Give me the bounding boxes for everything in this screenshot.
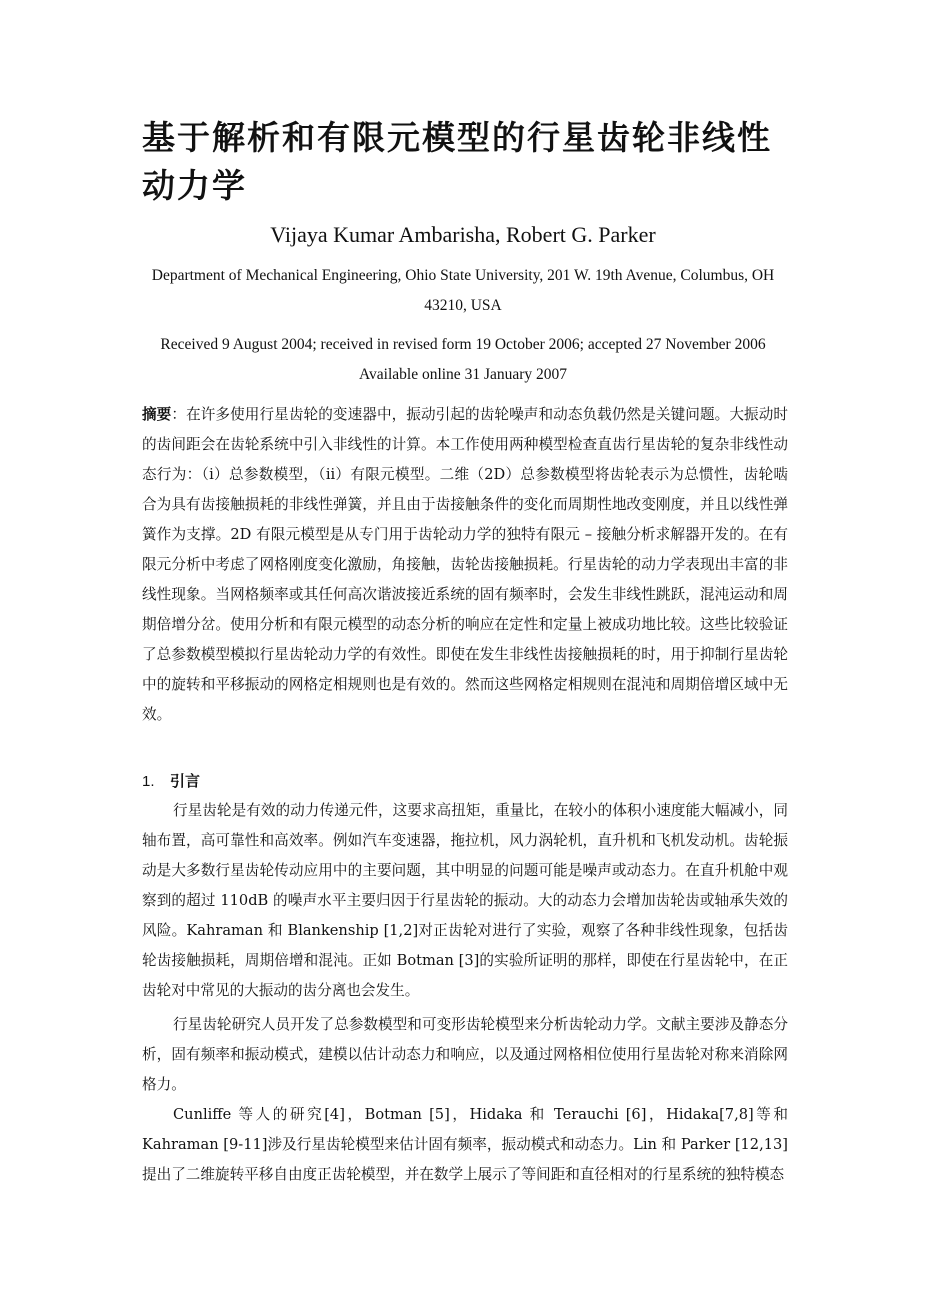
intro-paragraph-2: 行星齿轮研究人员开发了总参数模型和可变形齿轮模型来分析齿轮动力学。文献主要涉及静态分析，固有频率和振动模式，建模以估计动态力和响应，以及通过网格相位使用行星齿轮对称来消除网格力。 bbox=[142, 1016, 788, 1093]
abstract-separator: ： bbox=[171, 406, 187, 423]
abstract-text: 在许多使用行星齿轮的变速器中，振动引起的齿轮噪声和动态负载仍然是关键问题。大振动时的齿间距会在齿轮系统中引入非线性的计算。本工作使用两种模型检查直齿行星齿轮的复杂非线性动态行为：（i）总参数模型，（ii）有限元模型。二维（2D）总参数模型将齿轮表示为总惯性，齿轮啮合为具有齿接触损耗的非线性弹簧，并且由于齿接触条件的变化而周期性地改变刚度，并且以线性弹簧作为支撑。2D 有限元模型是从专门用于齿轮动力学的独特有限元 – 接触分析求解器开发的。在有限元分析中考虑了网格刚度变化激励，角接触，齿轮齿接触损耗。行星齿轮的动力学表现出丰富的非线性现象。当网格频率或其任何高次谐波接近系统的固有频率时，会发生非线性跳跃，混沌运动和周期倍增分岔。使用分析和有限元模型的动态分析的响应在定性和定量上被成功地比较。这些比较验证了总参数模型模拟行星齿轮动力学的有效性。即使在发生非线性齿接触损耗的时，用于抑制行星齿轮中的旋转和平移振动的网格定相规则也是有效的。然而这些网格定相规则在混沌和周期倍增区域中无效。 bbox=[142, 406, 788, 723]
section-heading bbox=[142, 766, 788, 797]
intro-paragraph-1: 行星齿轮是有效的动力传递元件，这要求高扭矩，重量比，在较小的体积小速度能大幅减小，同轴布置，高可靠性和高效率。例如汽车变速器，拖拉机，风力涡轮机，直升机和飞机发动机。齿轮振动是大多数行星齿轮传动应用中的主要问题，其中明显的问题可能是噪声或动态力。在直升机舱中观察到的超过 110dB 的噪声水平主要归因于行星齿轮的振动。大的动态力会增加齿轮齿或轴承失效的风险。Kahraman 和 Blankenship [1,2]对正齿轮对进行了实验，观察了各种非线性现象，包括齿轮齿接触损耗，周期倍增和混沌。正如 Botman [3]的实验所证明的那样，即使在行星齿轮中，在正齿轮对中常见的大振动的齿分离也会发生。 bbox=[142, 802, 788, 999]
date-online: Available online 31 January 2007 bbox=[358, 366, 568, 383]
date-history: Received 9 August 2004; received in revised form 19 October 2006; accepted 27 November 2006 bbox=[160, 336, 766, 353]
section-title: 引言 bbox=[170, 772, 201, 790]
paper-title: 基于解析和有限元模型的行星齿轮非线性动力学 bbox=[142, 118, 772, 205]
publication-dates bbox=[120, 330, 806, 390]
affiliation: Department of Mechanical Engineering, Ohio State University, 201 W. 19th Avenue, Columbus, OH 43210, USA bbox=[151, 267, 775, 314]
abstract bbox=[142, 400, 788, 730]
abstract-label: 摘要 bbox=[142, 406, 172, 423]
section-number: 1. bbox=[142, 773, 155, 790]
intro-paragraph-3: Cunliffe 等人的研究[4]，Botman [5]，Hidaka 和 Terauchi [6]，Hidaka[7,8]等和 Kahraman [9-11]涉及行星齿轮模型来估计固有频率，振动模式和动态力。Lin 和 Parker [12,13]提出了二维旋转平移自由度正齿轮模型，并在数学上展示了等间距和直径相对的行星系统的独特模态 bbox=[142, 1106, 788, 1183]
author-list: Vijaya Kumar Ambarisha, Robert G. Parker bbox=[270, 222, 656, 247]
